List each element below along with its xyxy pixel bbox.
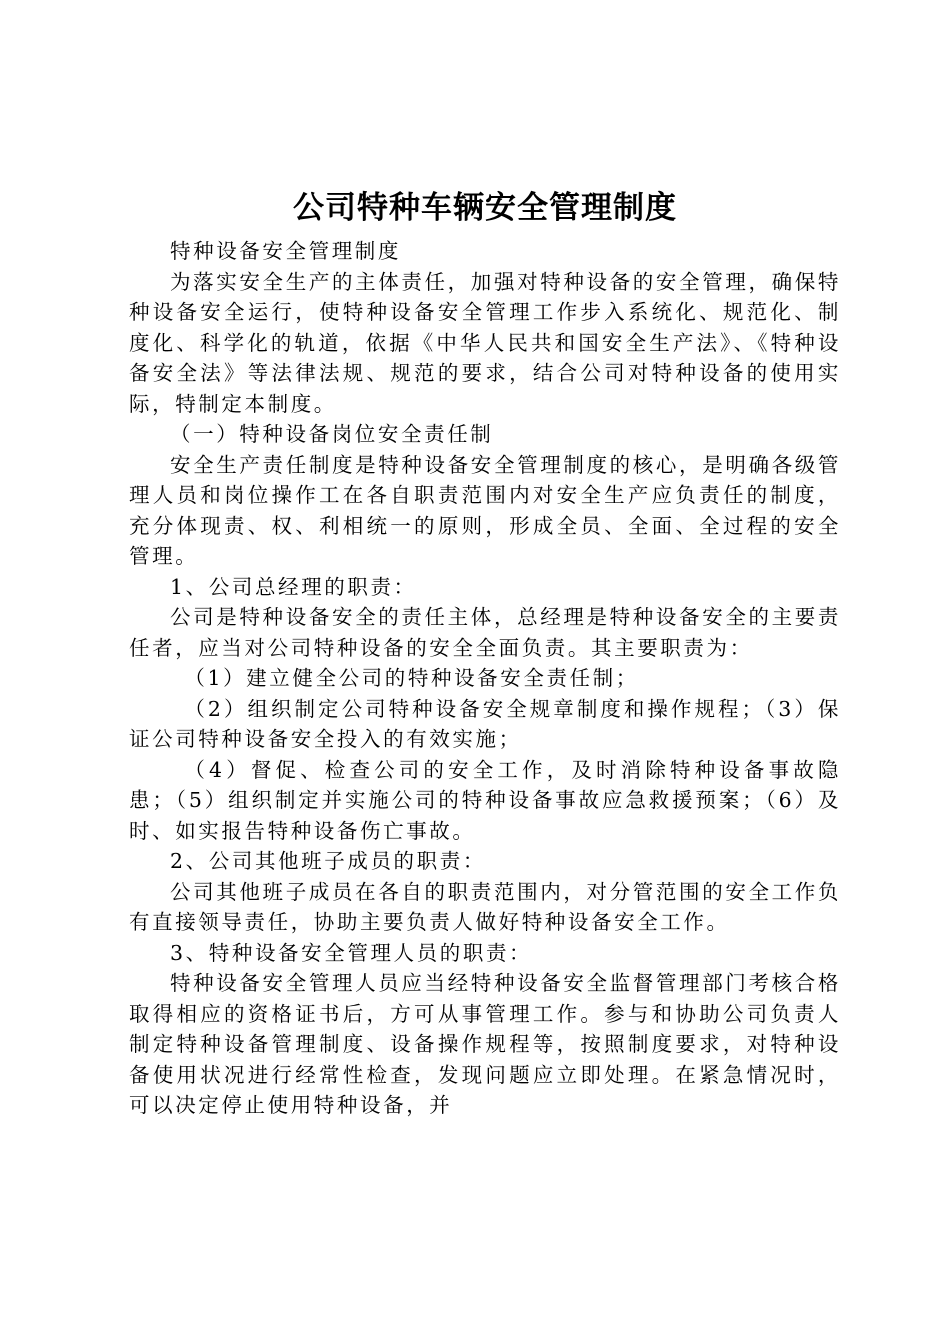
heading-safety-managers: 3、特种设备安全管理人员的职责： — [170, 940, 533, 965]
list-item-1: （1）建立健全公司的特种设备安全责任制； — [184, 666, 639, 690]
paragraph-safety-managers: 特种设备安全管理人员应当经特种设备安全监督管理部门考核合格取得相应的资格证书后，方可从事管理工作。参与和协助公司负责人制定特种设备管理制度、设备操作规程等，按照制度要求，对特种设备使用状况进行经常性检查，发现问题应立即处理。在紧急情况时，可以决定停止使用特种设备，并 — [129, 971, 841, 1117]
paragraph-subtitle: 特种设备安全管理制度 — [170, 239, 401, 263]
document-page — [129, 186, 841, 1121]
section-heading-1: （一）特种设备岗位安全责任制 — [170, 422, 494, 446]
heading-general-manager: 1、公司总经理的职责： — [170, 574, 417, 599]
document-title: 公司特种车辆安全管理制度 — [293, 190, 677, 226]
paragraph-general-manager: 公司是特种设备安全的责任主体，总经理是特种设备安全的主要责任者，应当对公司特种设备的安全全面负责。其主要职责为： — [129, 605, 841, 660]
list-item-4-6: （4）督促、检查公司的安全工作，及时消除特种设备事故隐患；（5）组织制定并实施公司的特种设备事故应急救援预案；（6）及时、如实报告特种设备伤亡事故。 — [129, 757, 841, 843]
paragraph-other-members: 公司其他班子成员在各自的职责范围内，对分管范围的安全工作负有直接领导责任，协助主要负责人做好特种设备安全工作。 — [129, 879, 841, 934]
paragraph-responsibility-system: 安全生产责任制度是特种设备安全管理制度的核心，是明确各级管理人员和岗位操作工在各自职责范围内对安全生产应负责任的制度，充分体现责、权、利相统一的原则，形成全员、全面、全过程的安全管理。 — [129, 452, 841, 568]
paragraph-intro: 为落实安全生产的主体责任，加强对特种设备的安全管理，确保特种设备安全运行，使特种设备安全管理工作步入系统化、规范化、制度化、科学化的轨道，依据《中华人民共和国安全生产法》、《特种设备安全法》等法律法规、规范的要求，结合公司对特种设备的使用实际，特制定本制度。 — [129, 269, 841, 416]
list-item-2-3: （2）组织制定公司特种设备安全规章制度和操作规程；（3）保证公司特种设备安全投入的有效实施； — [129, 696, 841, 751]
heading-other-members: 2、公司其他班子成员的职责： — [170, 849, 486, 873]
